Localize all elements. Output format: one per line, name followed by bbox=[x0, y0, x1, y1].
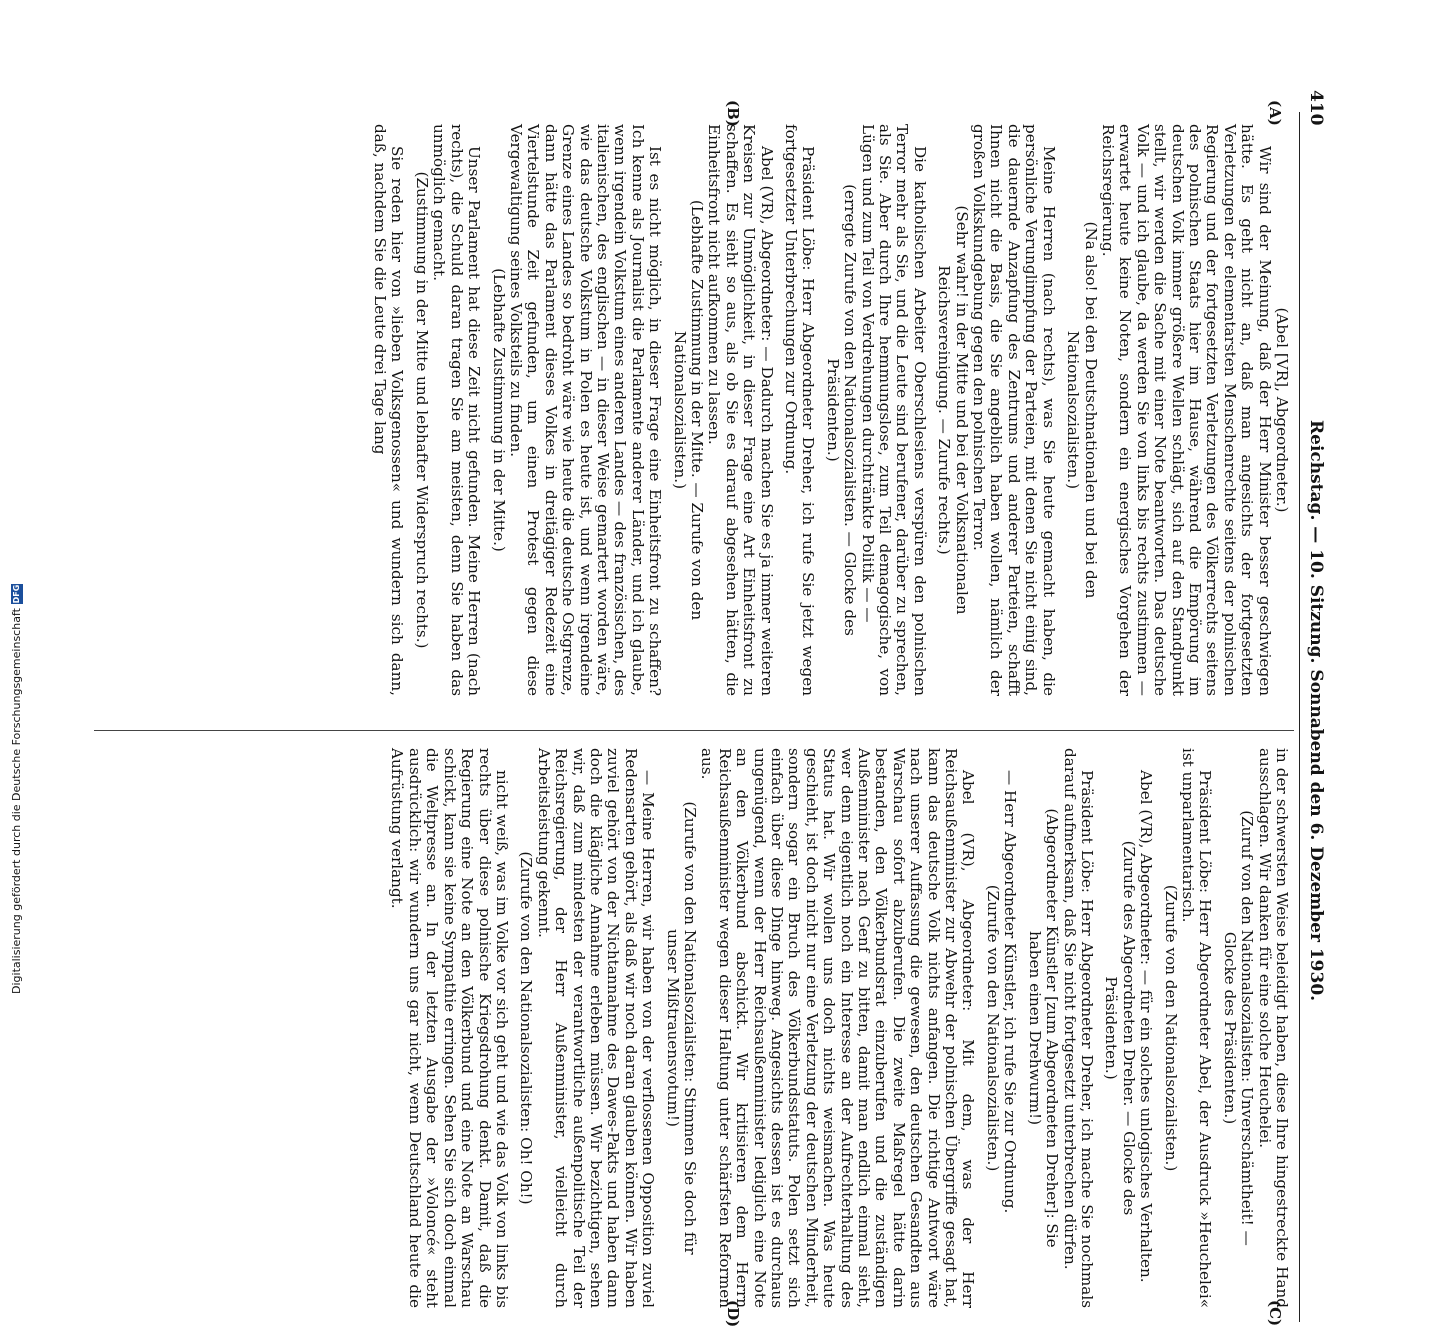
left-column-paragraph: Sie reden hier von »lieben Volksgenossen« und wundern sich dann, daß, nachdem Sie die Leute drei Tage lang bbox=[371, 124, 407, 696]
right-column-paragraph: (Zurufe des Abgeordneten Dreher. — Glocke des Präsidenten.) bbox=[1102, 840, 1138, 1216]
column-separator bbox=[94, 730, 1294, 731]
left-column-paragraph: Die katholischen Arbeiter Oberschlesiens verspüren den polnischen Terror mehr als Sie, und die Leute sind berufener, darüber zu sprechen, als Sie. Aber durch Ihre hemmungslose, zum Teil demagogische, von Lügen und zum Teil von Verdrehungen durchtränkte Politik — — bbox=[858, 124, 929, 696]
left-column-paragraph: Unser Parlament hat diese Zeit nicht gefunden. Meine Herren (nach rechts), die Schuld daran tragen Sie am meisten, denn Sie haben das unmöglich gemacht. bbox=[430, 124, 484, 696]
right-column-paragraph: Präsident Löbe: Herr Abgeordneter Abel, der Ausdruck »Heuchelei« ist unparlamentarisch. bbox=[1178, 748, 1215, 1308]
left-column-paragraph: Meine Herren (nach rechts), was Sie heute gemacht haben, die persönliche Verunglimpfung der Parteien, mit denen Sie nicht einig sind, die dauernde Anzapfung des Zentrums und anderer Parteien, schafft Ihnen nicht die Basis, die Sie angeblich haben wollen, nämlich der großen Volkskundgebung gegen den polnischen Terror. bbox=[970, 124, 1058, 696]
right-column-paragraph: Präsident Löbe: Herr Abgeordneter Dreher, ich mache Sie nochmals darauf aufmerksam, daß Sie nicht fortgesetzt unterbrechen dürfen. bbox=[1060, 748, 1096, 1308]
right-column-paragraph: — Meine Herren, wir haben von der verflossenen Opposition zuviel Redensarten gehört, als daß wir noch daran glauben können. Wir haben zuviel gehört von der Nichtannahme des Dawes-Pakts und haben dann doch die klägliche Annahme erleben müssen. Wir bezichtigen, sehen wir, daß zum mindesten der verantwortliche außenpolitische Teil der Reichsregierung, der Herr Außenminister, vielleicht durch Arbeitsleistung gekennt. bbox=[534, 748, 658, 1308]
left-column-paragraph: Abel (VR), Abgeordneter: — Dadurch machen Sie es ja immer weiteren Kreisen zur Unmöglichkeit, in dieser Frage eine Art Einheitsfront zu schaffen. Es sieht so aus, als ob Sie es darauf abgesehen hätten, die Einheitsfront nicht aufkommen zu lassen. bbox=[705, 124, 776, 696]
right-column-paragraph: nicht weiß, was im Volke vor sich geht und wie das Volk von links bis rechts über diese polnische Kriegsdrohung denkt. Damit, daß die Regierung eine Note an den Völkerbund und eine Note an Warschau schickt, kann sie keine Sympathie erringen. Sehen Sie sich doch einmal die Weltpresse an. In der letzten Ausgabe der »Voloncé« steht ausdrücklich: wir wundern uns gar nicht, wenn Deutschland heute die Aufrüstung verlangt. bbox=[388, 748, 511, 1308]
right-column-paragraph: Abel (VR), Abgeordneter: Mit dem, was der Herr Reichsaußenminister zur Abwehr der polnischen Übergriffe gesagt hat, kann das deutsche Volk nichts anfangen. Die richtige Antwort wäre nach unserer Auffassung die gewesen, den deutschen Gesandten aus Warschau sofort abzuberufen. Die zweite Maßregel hätte darin bestanden, den Völkerbundsrat einzuberufen und die zuständigen Außenminister nach Genf zu bitten, damit man endlich einmal sieht, wer denn eigentlich noch ein Interesse an der Aufrechterhaltung des Status hat. Wir wollen uns doch nichts weismachen. Was heute geschieht, ist doch nicht nur eine Verletzung der deutschen Minderheit, sondern sogar ein Bruch des Völkerbundsstatuts. Polen setzt sich einfach über diese Dinge hinweg. Angesichts dessen ist es durchaus ungenügend, wenn der Herr Reichsaußenminister lediglich eine Note an den Völkerbund abschickt. Wir kritisieren dem Herrn Reichsaußenminister wegen dieser Haltung unter schärfsten Reformen aus. bbox=[698, 748, 978, 1308]
left-column-paragraph: (Zustimmung in der Mitte und lebhafter Widerspruch rechts.) bbox=[412, 171, 431, 649]
right-text-column bbox=[388, 748, 1290, 1308]
page-title: Reichstag. — 10. Sitzung. Sonnabend den 6. Dezember 1930. bbox=[1306, 420, 1326, 1002]
right-column-paragraph: (Zurufe von den Nationalsozialisten.) bbox=[1161, 884, 1180, 1172]
left-column-paragraph: Ist es nicht möglich, in dieser Frage eine Einheitsfront zu schaffen? Ich kenne als Journalist die Parlamente anderer Länder, und ich glaube, wenn irgendein Volkstum eines anderen Landes — des französischen, des italienischen, des englischen — in dieser Weise gemartert worden wäre, wie das deutsche Volkstum in Polen es heute ist, und wenn irgendeine Grenze eines Landes so bedroht wäre wie heute die deutsche Ostgrenze, dann hätte das Parlament dieses Volkes in dreitägiger Redezeit eine Viertelstunde Zeit gefunden, um einen Protest gegen diese Vergewaltigung seines Volksteils zu finden. bbox=[506, 124, 665, 696]
page-number: 410 bbox=[1306, 90, 1326, 126]
right-column-paragraph: — Herr Abgeordneter Künstler, ich rufe Sie zur Ordnung. bbox=[1001, 770, 1020, 1214]
right-column-paragraph: (Abgeordneter Künstler [zum Abgeordneten Dreher]: Sie haben einen Drehwurm!) bbox=[1025, 808, 1062, 1248]
left-column-paragraph: Präsident Löbe: Herr Abgeordneter Dreher, ich rufe Sie jetzt wegen fortgesetzter Unterbrechungen zur Ordnung. bbox=[782, 124, 818, 696]
dfg-logo-icon: DFG bbox=[12, 584, 21, 604]
footer-text: Digitalisierung gefördert durch die Deutsche Forschungsgemeinschaft bbox=[10, 608, 23, 994]
left-column-paragraph: (Lebhafte Zustimmung in der Mitte.) bbox=[489, 268, 508, 552]
margin-mark-d: (D) bbox=[724, 1300, 742, 1327]
header-rule bbox=[1299, 112, 1300, 1322]
right-column-paragraph: in der schwersten Weise beleidigt haben, diese Ihre hingestreckte Hand ausschlagen. Wir danken für eine solche Heuchelei. bbox=[1255, 748, 1291, 1308]
margin-mark-c: (C) bbox=[1266, 1300, 1284, 1327]
left-text-column bbox=[371, 124, 1290, 696]
left-column-paragraph: (Lebhafte Zustimmung in der Mitte. — Zurufe von den Nationalsozialisten.) bbox=[670, 199, 706, 621]
margin-mark-a: (A) bbox=[1266, 100, 1284, 126]
left-column-paragraph: (erregte Zurufe von den Nationalsozialisten. — Glocke des Präsidenten.) bbox=[823, 184, 860, 636]
margin-mark-b: (B) bbox=[724, 100, 742, 127]
left-column-paragraph: (Sehr wahr! in der Mitte und bei der Volksnationalen Reichsvereinigung. — Zurufe rechts.) bbox=[935, 205, 971, 615]
right-column-paragraph: Abel (VR), Abgeordneter: — für ein solches unlogisches Verhalten. bbox=[1137, 770, 1156, 1283]
right-column-paragraph: (Zuruf von den Nationalsozialisten: Unverschämtheit! — Glocke des Präsidenten.) bbox=[1220, 810, 1257, 1246]
left-column-paragraph: (Abel [VR], Abgeordneter.) bbox=[1273, 307, 1291, 513]
left-column-paragraph: Wir sind der Meinung, daß der Herr Minister besser geschwiegen hätte. Es geht nicht an, daß man angesichts der fortgesetzten Verletzungen der elementarsten Menschenrechte seitens der polnischen Regierung und der fortgesetzten Verletzungen des Völkerrechts seitens des polnischen Staats hier im Hause, während die Empörung im deutschen Volk immer größere Wellen schlägt, sich auf den Standpunkt stellt, wir werden die Sache mit einer Note beantworten. Das deutsche Volk — und ich glaube, da werden Sie von links bis rechts zustimmen — erwartet heute keine Noten, sondern ein energisches Vorgehen der Reichsregierung. bbox=[1098, 124, 1274, 696]
left-column-paragraph: (Na also! bei den Deutschnationalen und bei den Nationalsozialisten.) bbox=[1064, 221, 1100, 599]
funding-footer bbox=[10, 584, 23, 994]
right-column-paragraph: (Zurufe von den Nationalsozialisten: Stimmen Sie doch für unser Mißtrauensvotum!) bbox=[663, 801, 699, 1255]
right-column-paragraph: (Zurufe von den Nationalsozialisten: Oh! Oh!) bbox=[517, 851, 536, 1205]
right-column-paragraph: (Zurufe von den Nationalsozialisten.) bbox=[983, 884, 1002, 1172]
